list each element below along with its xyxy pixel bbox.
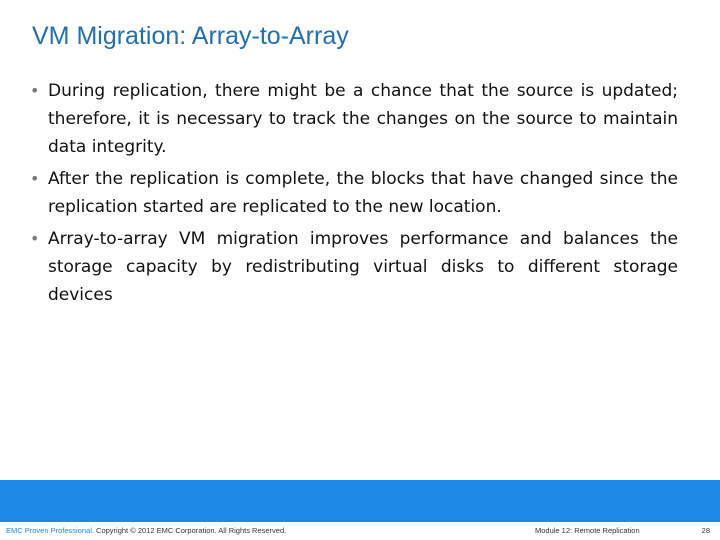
bullet-list <box>30 77 678 313</box>
bullet-item <box>30 77 678 161</box>
bullet-dot-icon: • <box>30 81 40 100</box>
bullet-item <box>30 225 678 309</box>
bullet-text: Array-to-array VM migration improves performance and balances the storage capacity by redistributing virtual disks to different storage devices <box>48 229 678 305</box>
bullet-dot-icon: • <box>30 169 40 188</box>
bullet-text: After the replication is complete, the blocks that have changed since the replication started are replicated to the new location. <box>48 169 678 217</box>
bullet-text: During replication, there might be a chance that the source is updated; therefore, it is necessary to track the changes on the source to maintain data integrity. <box>48 81 678 157</box>
footer <box>0 522 720 540</box>
page-number: 28 <box>701 526 710 535</box>
footer-band <box>0 480 720 522</box>
footer-copyright-text: Copyright © 2012 EMC Corporation. All Rights Reserved. <box>93 526 287 535</box>
footer-brand: EMC Proven Professional. <box>6 526 94 535</box>
bullet-dot-icon: • <box>30 229 40 248</box>
footer-copyright <box>6 526 286 535</box>
footer-module: Module 12: Remote Replication <box>535 526 640 535</box>
bullet-item <box>30 165 678 221</box>
slide-title: VM Migration: Array-to-Array <box>32 22 349 50</box>
